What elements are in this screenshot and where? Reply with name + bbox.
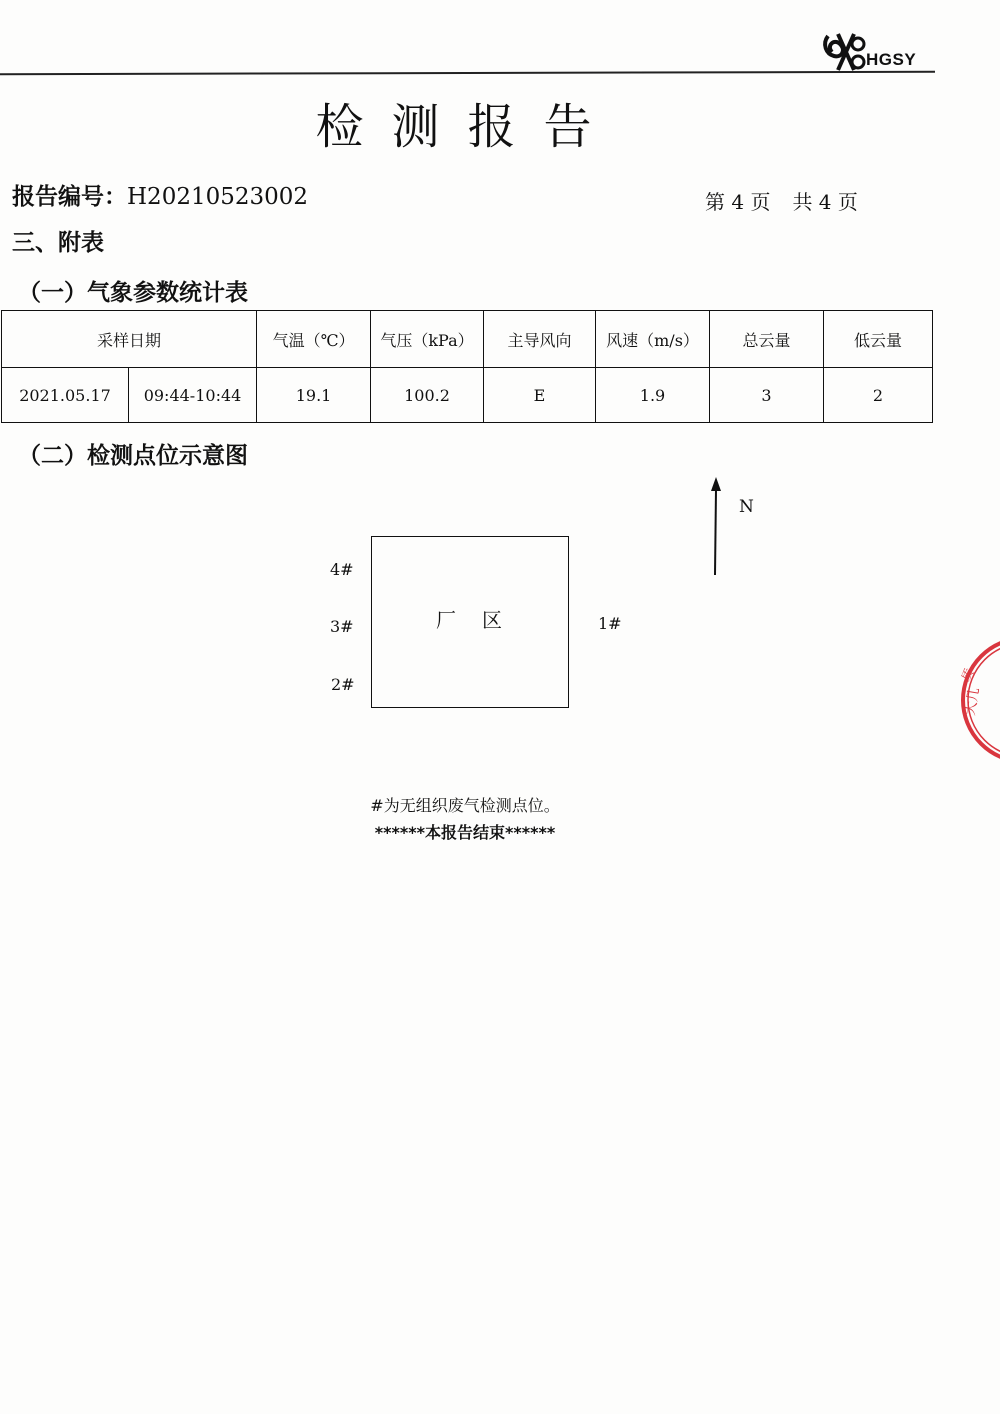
table-header-row <box>2 311 933 368</box>
cell-low-cloud: 2 <box>824 368 933 423</box>
factory-area-label: 厂区 <box>436 608 528 632</box>
cell-time: 09:44-10:44 <box>129 368 257 423</box>
cell-wind-speed: 1.9 <box>596 368 710 423</box>
section-3-title: 三、附表 <box>12 230 104 256</box>
cell-date: 2021.05.17 <box>2 368 129 423</box>
col-low-cloud: 低云量 <box>824 311 933 368</box>
table-row <box>2 368 933 423</box>
logo-text: HGSY <box>866 50 917 69</box>
page-total: 共 4 页 <box>792 190 858 214</box>
report-number <box>12 178 308 211</box>
cell-temperature: 19.1 <box>257 368 371 423</box>
col-wind-speed: 风速（m/s） <box>596 311 710 368</box>
report-number-label: 报告编号： <box>12 184 127 210</box>
weather-table <box>1 310 933 423</box>
svg-text:大几: 大几 <box>962 686 983 717</box>
weather-section-title: （一）气象参数统计表 <box>18 280 248 306</box>
cell-pressure: 100.2 <box>371 368 484 423</box>
cell-total-cloud: 3 <box>710 368 824 423</box>
monitoring-point-1: 1# <box>598 614 622 633</box>
diagram-section-title: （二）检测点位示意图 <box>18 443 248 469</box>
col-total-cloud: 总云量 <box>710 311 824 368</box>
north-label: N <box>739 497 754 517</box>
cell-wind-direction: E <box>484 368 596 423</box>
page-info <box>705 186 858 215</box>
col-wind-direction: 主导风向 <box>484 311 596 368</box>
official-seal-icon <box>930 630 1000 770</box>
col-temperature: 气温（℃） <box>257 311 371 368</box>
monitoring-point-4: 4# <box>330 560 354 579</box>
monitoring-point-3: 3# <box>330 617 354 636</box>
report-number-value: H20210523002 <box>127 184 309 210</box>
header-divider <box>0 71 935 75</box>
north-arrow-icon <box>706 477 726 577</box>
svg-text:质: 质 <box>958 666 977 684</box>
monitoring-point-2: 2# <box>331 675 355 694</box>
page-title: 检测报告 <box>315 99 620 155</box>
page-current: 第 4 页 <box>705 190 771 214</box>
col-sampling-date: 采样日期 <box>2 311 257 368</box>
legend-note: #为无组织废气检测点位。 <box>370 796 560 815</box>
col-pressure: 气压（kPa） <box>371 311 484 368</box>
report-end-marker: ******本报告结束****** <box>374 823 556 842</box>
